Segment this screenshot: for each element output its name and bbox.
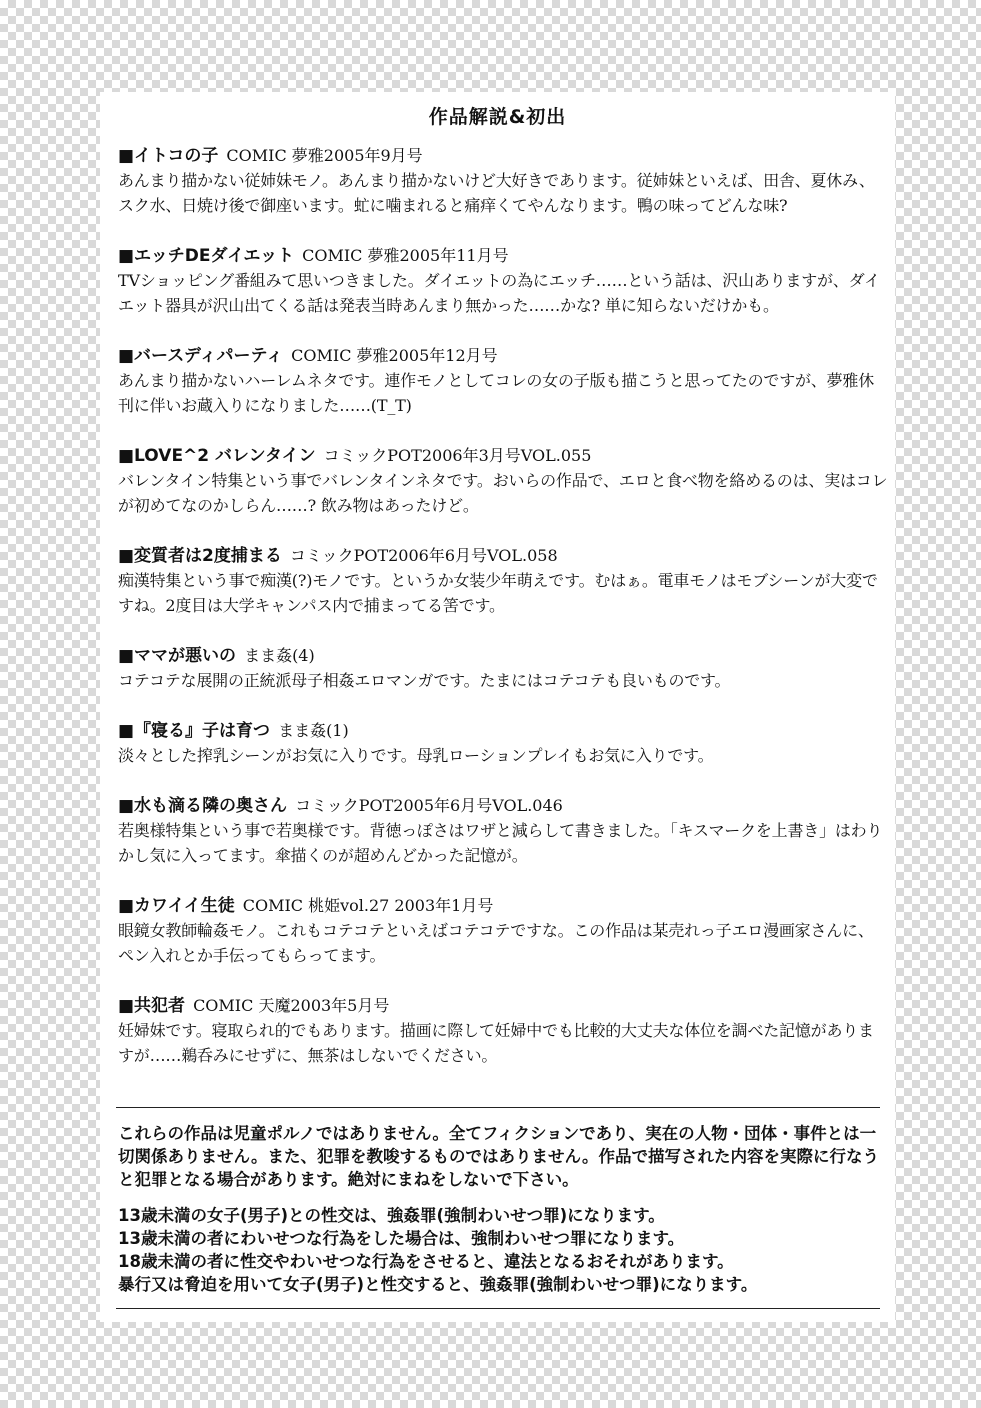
entry	[118, 719, 888, 768]
entry-publication: COMIC 夢雅2005年11月号	[302, 246, 509, 265]
entry-publication: COMIC 桃姫vol.27 2003年1月号	[242, 896, 494, 915]
entry-title: ■LOVE^2 バレンタイン	[118, 446, 316, 466]
entry-description: TVショッピング番組みて思いつきました。ダイエットの為にエッチ……という話は、沢山ありますが、ダイエット器具が沢山出てくる話は発表当時あんまり無かった……かな? 単に知らないだけかも。	[118, 271, 880, 315]
document-page	[100, 92, 895, 1322]
entry-publication: COMIC 夢雅2005年12月号	[291, 346, 498, 365]
entry	[118, 144, 888, 218]
entry-title: ■『寝る』子は育つ	[118, 721, 271, 741]
entry	[118, 644, 888, 693]
divider-bottom	[116, 1308, 880, 1309]
entry	[118, 344, 888, 418]
entry-description: あんまり描かないハーレムネタです。連作モノとしてコレの女の子版も描こうと思ってたのですが、夢雅休刊に伴いお蔵入りになりました……(T_T)	[118, 371, 875, 415]
page-title: 作品解説&初出	[428, 106, 567, 128]
entry-description: 妊婦妹です。寝取られ的でもあります。描画に際して妊婦中でも比較的大丈夫な体位を調べた記憶がありますが……鵜呑みにせずに、無茶はしないでください。	[118, 1021, 874, 1065]
entry-publication: まま姦(4)	[244, 646, 315, 665]
entry-header	[118, 444, 888, 468]
entry-title: ■イトコの子	[118, 146, 219, 166]
entry-title: ■共犯者	[118, 996, 186, 1016]
entry-header	[118, 644, 888, 668]
entry-publication: コミックPOT2006年3月号VOL.055	[323, 446, 592, 465]
entry-title: ■カワイイ生徒	[118, 896, 235, 916]
entry	[118, 244, 888, 318]
entry-header	[118, 719, 888, 743]
entry-title: ■バースディパーティ	[118, 346, 284, 366]
entry-description: 痴漢特集という事で痴漢(?)モノです。というか女装少年萌えです。むはぁ。電車モノはモブシーンが大変ですね。2度目は大学キャンパス内で捕まってる筈です。	[118, 571, 878, 615]
entry-description: 淡々とした搾乳シーンがお気に入りです。母乳ローションプレイもお気に入りです。	[118, 746, 714, 765]
legal-warnings	[118, 1204, 888, 1296]
entry-description: バレンタイン特集という事でバレンタインネタです。おいらの作品で、エロと食べ物を絡めるのは、実はコレが初めてなのかしらん……? 飲み物はあったけど。	[118, 471, 888, 515]
entry	[118, 444, 888, 518]
entry-header	[118, 544, 888, 568]
entry-title: ■ママが悪いの	[118, 646, 237, 666]
legal-line: 13歳未満の者にわいせつな行為をした場合は、強制わいせつ罪になります。	[118, 1229, 685, 1248]
entry-header	[118, 994, 888, 1018]
entry-publication: まま姦(1)	[278, 721, 349, 740]
entry-publication: COMIC 夢雅2005年9月号	[226, 146, 423, 165]
entry-header	[118, 144, 888, 168]
entry-list	[118, 144, 888, 1094]
entry-description: あんまり描かない従姉妹モノ。あんまり描かないけど大好きであります。従姉妹といえば、田舎、夏休み、スク水、日焼け後で御座います。虻に噛まれると痛痒くてやんなります。鴨の味ってどんな味?	[118, 171, 875, 215]
entry-description: 眼鏡女教師輪姦モノ。これもコテコテといえばコテコテですな。この作品は某売れっ子エロ漫画家さんに、ペン入れとか手伝ってもらってます。	[118, 921, 874, 965]
entry-publication: コミックPOT2005年6月号VOL.046	[295, 796, 563, 815]
divider-top	[116, 1107, 880, 1108]
entry-header	[118, 894, 888, 918]
entry-title: ■変質者は2度捕まる	[118, 546, 282, 566]
entry-publication: COMIC 天魔2003年5月号	[193, 996, 390, 1015]
entry-publication: コミックPOT2006年6月号VOL.058	[289, 546, 558, 565]
disclaimer-notice: これらの作品は児童ポルノではありません。全てフィクションであり、実在の人物・団体・事件とは一切関係ありません。また、犯罪を教唆するものではありません。作品で描写された内容を実際に行なうと犯罪となる場合があります。絶対にまねをしないで下さい。	[118, 1124, 879, 1189]
entry-description: 若奥様特集という事で若奥様です。背徳っぽさはワザと減らして書きました。「キスマークを上書き」はわりかし気に入ってます。傘描くのが超めんどかった記憶が。	[118, 821, 883, 865]
legal-line: 13歳未満の女子(男子)との性交は、強姦罪(強制わいせつ罪)になります。	[118, 1206, 665, 1225]
entry-title: ■エッチDEダイエット	[118, 246, 295, 266]
legal-line: 暴行又は脅迫を用いて女子(男子)と性交すると、強姦罪(強制わいせつ罪)になります。	[118, 1275, 758, 1294]
entry-title: ■水も滴る隣の奥さん	[118, 796, 288, 816]
entry-header	[118, 794, 888, 818]
entry	[118, 894, 888, 968]
legal-line: 18歳未満の者に性交やわいせつな行為をさせると、違法となるおそれがあります。	[118, 1252, 734, 1271]
entry	[118, 544, 888, 618]
entry-header	[118, 244, 888, 268]
entry	[118, 994, 888, 1068]
entry	[118, 794, 888, 868]
entry-description: コテコテな展開の正統派母子相姦エロマンガです。たまにはコテコテも良いものです。	[118, 671, 731, 690]
entry-header	[118, 344, 888, 368]
